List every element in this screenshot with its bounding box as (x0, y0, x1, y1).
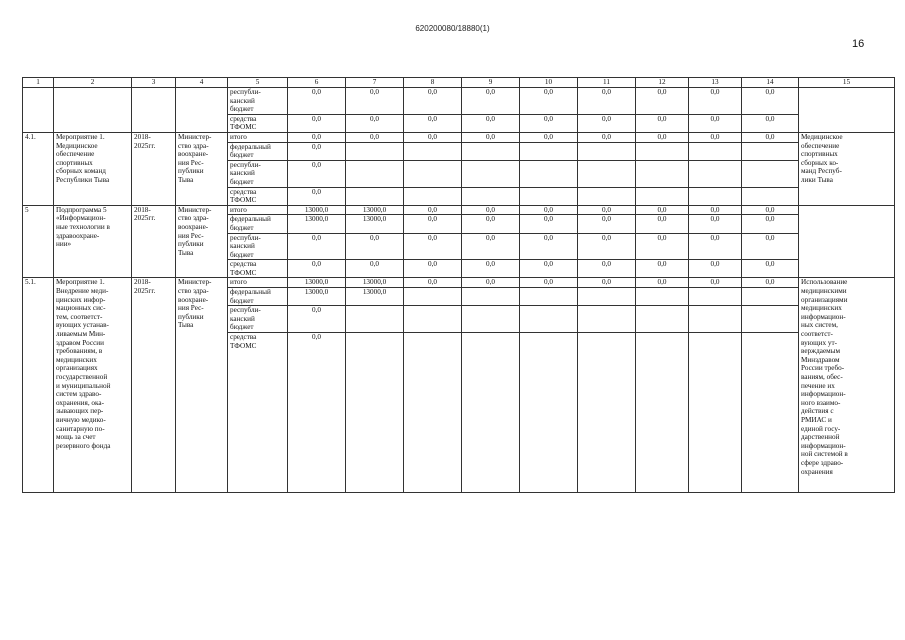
item-name: Мероприятие 1. Внедрение меди- цинских инфор- мационных сис- тем, соответст- вующих устанав- ливаемым Мин- здравом России требованиям, в медицинских организациях государственной и муниципальной систем здраво- охранения, ока- зывающих пер- вичную медико- санитарную по- мощь за счет резервного фонда (54, 278, 132, 493)
value-cell: 0,0 (520, 88, 578, 115)
value-cell: 0,0 (689, 205, 742, 215)
value-cell: 13000,0 (346, 288, 404, 306)
continued-cell (176, 114, 228, 132)
continued-cell (132, 88, 176, 115)
value-cell: 0,0 (636, 260, 689, 278)
table-row (23, 205, 895, 215)
value-cell: 0,0 (462, 88, 520, 115)
value-cell: 0,0 (636, 88, 689, 115)
item-executor: Министер- ство здра- воохране- ния Рес- публики Тыва (176, 132, 228, 205)
value-cell: 13000,0 (288, 205, 346, 215)
value-cell: 0,0 (288, 88, 346, 115)
value-cell: 0,0 (346, 233, 404, 260)
value-cell: 0,0 (689, 233, 742, 260)
continued-cell (799, 88, 895, 115)
value-cell: 0,0 (578, 233, 636, 260)
empty-cell (404, 306, 462, 333)
value-cell: 0,0 (520, 215, 578, 233)
value-cell: 0,0 (346, 114, 404, 132)
column-header-5: 5 (228, 78, 288, 88)
empty-cell (520, 288, 578, 306)
value-cell: 0,0 (520, 205, 578, 215)
value-cell: 0,0 (689, 260, 742, 278)
empty-cell (578, 160, 636, 187)
column-header-8: 8 (404, 78, 462, 88)
value-cell: 0,0 (742, 278, 799, 288)
value-cell: 0,0 (288, 306, 346, 333)
value-cell: 0,0 (288, 187, 346, 205)
funding-source: итого (228, 132, 288, 142)
empty-cell (636, 306, 689, 333)
table-row (23, 88, 895, 115)
value-cell: 0,0 (520, 132, 578, 142)
funding-source: средства ТФОМС (228, 333, 288, 493)
empty-cell (462, 306, 520, 333)
value-cell: 0,0 (578, 88, 636, 115)
empty-cell (578, 333, 636, 493)
value-cell: 0,0 (520, 114, 578, 132)
column-header-15: 15 (799, 78, 895, 88)
continued-cell (23, 88, 54, 115)
empty-cell (742, 333, 799, 493)
value-cell: 0,0 (404, 205, 462, 215)
value-cell: 0,0 (636, 215, 689, 233)
empty-cell (346, 160, 404, 187)
column-header-10: 10 (520, 78, 578, 88)
empty-cell (462, 160, 520, 187)
value-cell: 0,0 (288, 132, 346, 142)
funding-source: средства ТФОМС (228, 260, 288, 278)
value-cell: 0,0 (404, 278, 462, 288)
funding-source: республи- канский бюджет (228, 306, 288, 333)
empty-cell (578, 288, 636, 306)
column-header-9: 9 (462, 78, 520, 88)
empty-cell (742, 142, 799, 160)
funding-source: средства ТФОМС (228, 187, 288, 205)
item-name: Подпрограмма 5 «Информацион- ные технологии в здравоохране- нии» (54, 205, 132, 278)
value-cell: 0,0 (689, 278, 742, 288)
column-header-1: 1 (23, 78, 54, 88)
value-cell: 0,0 (742, 88, 799, 115)
value-cell: 0,0 (578, 114, 636, 132)
value-cell: 0,0 (520, 278, 578, 288)
item-period: 2018- 2025гг. (132, 132, 176, 205)
continued-cell (176, 88, 228, 115)
value-cell: 0,0 (462, 233, 520, 260)
value-cell: 0,0 (462, 132, 520, 142)
value-cell: 0,0 (404, 132, 462, 142)
empty-cell (689, 187, 742, 205)
empty-cell (742, 306, 799, 333)
empty-cell (578, 306, 636, 333)
value-cell: 0,0 (578, 132, 636, 142)
empty-cell (346, 306, 404, 333)
column-header-6: 6 (288, 78, 346, 88)
value-cell: 0,0 (520, 233, 578, 260)
column-header-4: 4 (176, 78, 228, 88)
empty-cell (520, 306, 578, 333)
value-cell: 0,0 (346, 132, 404, 142)
item-name: Мероприятие 1. Медицинское обеспечение спортивных сборных команд Республики Тыва (54, 132, 132, 205)
funding-source: федеральный бюджет (228, 215, 288, 233)
value-cell: 0,0 (404, 215, 462, 233)
value-cell: 0,0 (288, 114, 346, 132)
empty-cell (404, 142, 462, 160)
value-cell: 0,0 (742, 132, 799, 142)
value-cell: 0,0 (689, 88, 742, 115)
value-cell: 13000,0 (288, 278, 346, 288)
empty-cell (462, 187, 520, 205)
expected-result: Медицинское обеспечение спортивных сборных ко- манд Респуб- лики Тыва (799, 132, 895, 205)
value-cell: 0,0 (404, 88, 462, 115)
value-cell: 0,0 (742, 114, 799, 132)
empty-cell (404, 187, 462, 205)
empty-cell (346, 333, 404, 493)
item-period: 2018- 2025гг. (132, 278, 176, 493)
value-cell: 0,0 (520, 260, 578, 278)
value-cell: 13000,0 (346, 215, 404, 233)
continued-cell (54, 114, 132, 132)
empty-cell (520, 160, 578, 187)
empty-cell (462, 288, 520, 306)
funding-source: федеральный бюджет (228, 288, 288, 306)
value-cell: 0,0 (636, 278, 689, 288)
value-cell: 0,0 (288, 160, 346, 187)
funding-source: итого (228, 278, 288, 288)
value-cell: 0,0 (462, 215, 520, 233)
value-cell: 0,0 (742, 215, 799, 233)
empty-cell (742, 160, 799, 187)
value-cell: 0,0 (636, 205, 689, 215)
empty-cell (636, 142, 689, 160)
value-cell: 0,0 (578, 278, 636, 288)
budget-table (22, 77, 895, 493)
continued-cell (799, 114, 895, 132)
header-row (23, 78, 895, 88)
value-cell: 0,0 (742, 233, 799, 260)
value-cell: 0,0 (689, 132, 742, 142)
empty-cell (520, 333, 578, 493)
item-number: 4.1. (23, 132, 54, 205)
item-number: 5 (23, 205, 54, 278)
empty-cell (404, 288, 462, 306)
value-cell: 0,0 (636, 233, 689, 260)
expected-result (799, 205, 895, 278)
empty-cell (578, 142, 636, 160)
value-cell: 0,0 (404, 260, 462, 278)
empty-cell (578, 187, 636, 205)
value-cell: 0,0 (462, 205, 520, 215)
funding-source: федеральный бюджет (228, 142, 288, 160)
empty-cell (689, 306, 742, 333)
empty-cell (346, 142, 404, 160)
value-cell: 0,0 (404, 114, 462, 132)
funding-source: республи- канский бюджет (228, 233, 288, 260)
value-cell: 0,0 (462, 114, 520, 132)
column-header-2: 2 (54, 78, 132, 88)
value-cell: 0,0 (636, 132, 689, 142)
funding-source: средства ТФОМС (228, 114, 288, 132)
page-number: 16 (852, 38, 865, 50)
funding-source: республи- канский бюджет (228, 160, 288, 187)
empty-cell (520, 187, 578, 205)
funding-source: республи- канский бюджет (228, 88, 288, 115)
value-cell: 0,0 (578, 215, 636, 233)
column-header-7: 7 (346, 78, 404, 88)
empty-cell (689, 333, 742, 493)
funding-source: итого (228, 205, 288, 215)
expected-result: Использование медицинскими организациями медицинских информацион- ных систем, соответст- вующих ут- верждаемым Минздравом России требо- ваниям, обес- печение их информацион- ного взаимо- действия с РМИАС и единой госу- дарственной информацион- ной системой в сфере здраво- охранения (799, 278, 895, 493)
value-cell: 0,0 (462, 278, 520, 288)
value-cell: 13000,0 (346, 205, 404, 215)
empty-cell (742, 288, 799, 306)
continued-cell (132, 114, 176, 132)
column-header-3: 3 (132, 78, 176, 88)
column-header-12: 12 (636, 78, 689, 88)
value-cell: 0,0 (742, 260, 799, 278)
value-cell: 13000,0 (288, 288, 346, 306)
value-cell: 13000,0 (288, 215, 346, 233)
item-number: 5.1. (23, 278, 54, 493)
value-cell: 0,0 (404, 233, 462, 260)
column-header-14: 14 (742, 78, 799, 88)
empty-cell (689, 160, 742, 187)
value-cell: 13000,0 (346, 278, 404, 288)
table-row (23, 278, 895, 288)
empty-cell (462, 142, 520, 160)
column-header-11: 11 (578, 78, 636, 88)
empty-cell (404, 160, 462, 187)
empty-cell (520, 142, 578, 160)
empty-cell (636, 187, 689, 205)
column-header-13: 13 (689, 78, 742, 88)
table-row (23, 114, 895, 132)
empty-cell (636, 160, 689, 187)
value-cell: 0,0 (288, 233, 346, 260)
item-executor: Министер- ство здра- воохране- ния Рес- публики Тыва (176, 278, 228, 493)
value-cell: 0,0 (689, 215, 742, 233)
value-cell: 0,0 (636, 114, 689, 132)
value-cell: 0,0 (742, 205, 799, 215)
value-cell: 0,0 (578, 205, 636, 215)
table-row (23, 132, 895, 142)
empty-cell (689, 288, 742, 306)
document-code: 620200080/18880(1) (415, 24, 490, 33)
value-cell: 0,0 (578, 260, 636, 278)
value-cell: 0,0 (346, 260, 404, 278)
empty-cell (742, 187, 799, 205)
value-cell: 0,0 (288, 142, 346, 160)
item-period: 2018- 2025гг. (132, 205, 176, 278)
value-cell: 0,0 (288, 333, 346, 493)
empty-cell (462, 333, 520, 493)
value-cell: 0,0 (346, 88, 404, 115)
value-cell: 0,0 (288, 260, 346, 278)
empty-cell (346, 187, 404, 205)
value-cell: 0,0 (689, 114, 742, 132)
value-cell: 0,0 (462, 260, 520, 278)
empty-cell (689, 142, 742, 160)
empty-cell (404, 333, 462, 493)
continued-cell (54, 88, 132, 115)
empty-cell (636, 333, 689, 493)
item-executor: Министер- ство здра- воохране- ния Рес- публики Тыва (176, 205, 228, 278)
empty-cell (636, 288, 689, 306)
continued-cell (23, 114, 54, 132)
